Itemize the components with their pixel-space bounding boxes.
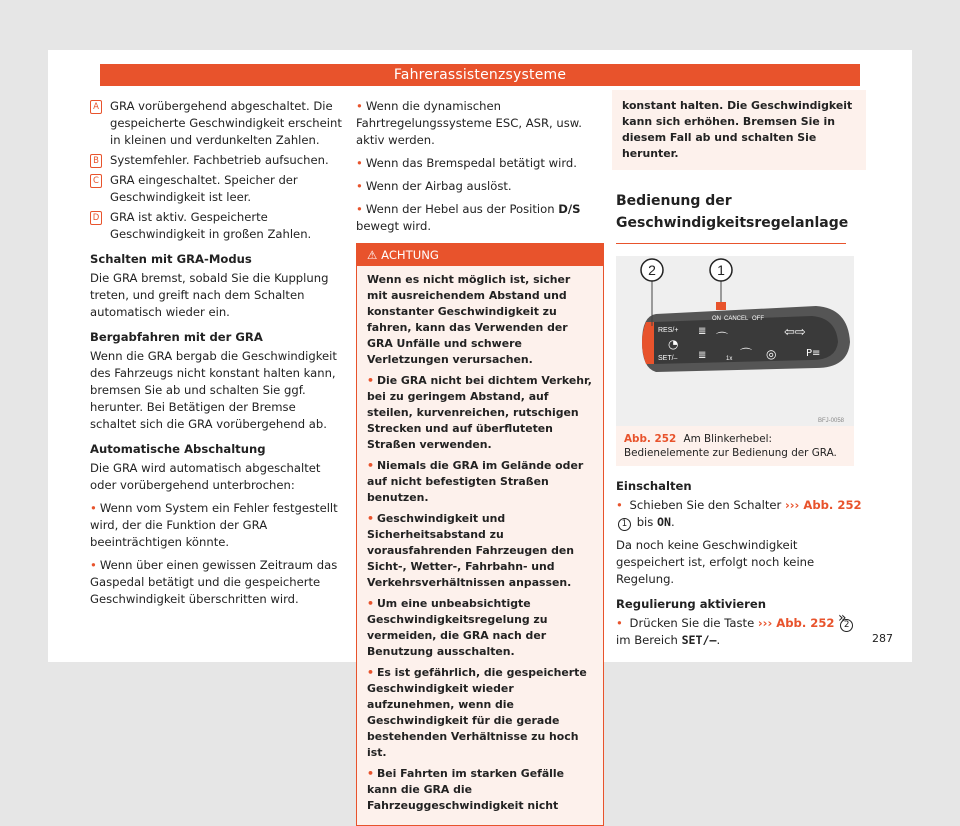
page-number: 287	[872, 632, 893, 645]
caption-text: Am Blinkerhebel: Bedienelemente zur Bedienung der GRA.	[624, 433, 837, 459]
heading-bergab: Bergabfahren mit der GRA	[90, 330, 263, 344]
key-set: SET/–	[681, 633, 717, 647]
warning-item: • Die GRA nicht bei dichtem Verkehr, bei zu geringem Abstand, auf steilen, kurvenreichen, rutschigen Strecken und auf überfluteten Straßen verwenden.	[367, 374, 592, 451]
paragraph-schalten: Die GRA bremst, sobald Sie die Kupplung treten, und greift nach dem Schalten automatisch wieder ein.	[90, 271, 329, 319]
bullet-icon: •	[616, 498, 623, 512]
label-off: OFF	[752, 316, 764, 322]
legend-badge: D	[90, 211, 102, 225]
bullet-icon: •	[356, 179, 363, 193]
bullet-icon: •	[367, 597, 374, 610]
callout-number-badge: 2	[840, 619, 853, 632]
headlight-icon: ≣	[698, 326, 707, 337]
label-res: RES/+	[658, 327, 679, 334]
figure-reference-link[interactable]: ››› Abb. 252	[757, 616, 835, 630]
column-left	[90, 98, 344, 614]
heading-abschaltung: Automatische Abschaltung	[90, 442, 266, 456]
list-item: • Wenn vom System ein Fehler festgestellt wird, der die Funktion der GRA beeinträchtigen könnte.	[90, 501, 338, 549]
figure-reference-link[interactable]: ››› Abb. 252	[784, 498, 862, 512]
paragraph-einschalten: Da noch keine Geschwindigkeit gespeichert ist, erfolgt noch keine Regelung.	[616, 538, 815, 586]
legend-item	[90, 152, 344, 169]
warning-item: • Um eine unbeabsichtigte Geschwindigkeitsregelung zu vermeiden, die GRA nach der Benutzung ausschalten.	[367, 597, 548, 658]
bullet-icon: •	[367, 512, 374, 525]
legend-item	[90, 209, 344, 243]
caption-label: Abb. 252	[624, 433, 677, 445]
legend-badge: B	[90, 154, 102, 168]
warning-item: • Bei Fahrten im starken Gefälle kann die GRA die Fahrzeuggeschwindigkeit nicht	[367, 767, 565, 812]
wiper-1x-icon: ⌒	[740, 347, 753, 361]
legend-text: GRA ist aktiv. Gespeicherte Geschwindigkeit in großen Zahlen.	[110, 210, 312, 241]
bullet-icon: •	[367, 459, 374, 472]
bullet-icon: •	[356, 99, 363, 113]
bullet-icon: •	[616, 616, 623, 630]
legend-item	[90, 172, 344, 206]
label-cancel: CANCEL	[724, 316, 749, 322]
warning-box	[356, 243, 604, 826]
wiper-icon: ⌒	[716, 331, 729, 345]
figure-image	[616, 256, 854, 426]
parking-light-icon: P≡	[806, 348, 821, 359]
warning-continuation: konstant halten. Die Geschwindigkeit kann sich erhöhen. Bremsen Sie in diesem Fall ab und schalten Sie herunter.	[612, 90, 866, 170]
rear-wiper-icon: ◎	[766, 347, 777, 361]
legend-text: GRA eingeschaltet. Speicher der Geschwindigkeit ist leer.	[110, 173, 298, 204]
bullet-icon: •	[356, 202, 363, 216]
section-heading: Bedienung der Geschwindigkeitsregelanlage	[616, 190, 866, 240]
figure-caption	[616, 426, 854, 466]
list-item: • Wenn der Airbag auslöst.	[356, 179, 512, 193]
continue-marker: »	[838, 610, 847, 626]
bullet-icon: •	[356, 156, 363, 170]
speed-gauge-icon: ◔	[668, 337, 679, 351]
low-beam-icon: ≣	[698, 350, 707, 361]
warning-intro: Wenn es nicht möglich ist, sicher mit ausreichendem Abstand und konstanter Geschwindigkeit zu fahren, kann das Verwenden der GRA Unfälle und schwere Verletzungen verursachen.	[367, 273, 571, 366]
key-on: ON	[657, 515, 671, 529]
stalk-illustration	[616, 256, 854, 426]
list-item: • Wenn die dynamischen Fahrtregelungssysteme ESC, ASR, usw. aktiv werden.	[356, 99, 582, 147]
column-middle	[356, 98, 604, 826]
bullet-icon: •	[367, 767, 374, 780]
warning-body	[357, 266, 603, 825]
heading-schalten: Schalten mit GRA-Modus	[90, 252, 252, 266]
section-header: Fahrerassistenzsysteme	[100, 64, 860, 86]
warning-item: • Es ist gefährlich, die gespeicherte Geschwindigkeit wieder aufzunehmen, wenn die Geschwindigkeit für die gerade bestehenden Verhältnisse zu hoch ist.	[367, 666, 587, 759]
list-item: • Wenn das Bremspedal betätigt wird.	[356, 156, 577, 170]
callout-number-1: 1	[717, 262, 725, 278]
legend-text: GRA vorübergehend abgeschaltet. Die gespeicherte Geschwindigkeit erscheint in kleinen und verdunkelten Zahlen.	[110, 99, 342, 147]
paragraph-bergab: Wenn die GRA bergab die Geschwindigkeit des Fahrzeugs nicht konstant halten kann, bremsen Sie ab und schalten Sie ggf. herunter. Bei Betätigen der Bremse schaltet sich die GRA vorübergehend ab.	[90, 349, 337, 431]
turn-signal-icon: ⇦⇨	[784, 325, 806, 340]
list-item: • Schieben Sie den Schalter ››› Abb. 252 1 bis ON.	[616, 498, 862, 529]
label-on: ON	[712, 316, 721, 322]
paragraph-abschaltung: Die GRA wird automatisch abgeschaltet oder vorübergehend unterbrochen:	[90, 461, 321, 492]
bullet-icon: •	[90, 501, 97, 515]
warning-item: • Niemals die GRA im Gelände oder auf nicht befestigten Straßen benutzen.	[367, 459, 584, 504]
warning-item: • Geschwindigkeit und Sicherheitsabstand zu vorausfahrenden Fahrzeugen den Sicht-, Wetter-, Fahrbahn- und Verkehrsverhältnissen anpassen.	[367, 512, 575, 589]
legend-text: Systemfehler. Fachbetrieb aufsuchen.	[110, 153, 329, 167]
legend-badge: A	[90, 100, 102, 114]
warning-triangle-icon: ⚠	[367, 248, 378, 262]
bullet-icon: •	[367, 666, 374, 679]
list-item: • Wenn der Hebel aus der Position D/S bewegt wird.	[356, 202, 581, 233]
label-set: SET/–	[658, 355, 678, 362]
legend-item	[90, 98, 344, 149]
callout-number-badge: 1	[618, 518, 631, 531]
column-right	[616, 98, 866, 655]
list-item: • Drücken Sie die Taste ››› Abb. 252 2 im Bereich SET/–.	[616, 615, 866, 649]
figure-code: BFJ-0058	[817, 418, 844, 424]
gear-position-key: D/S	[558, 202, 581, 216]
label-1x: 1x	[726, 356, 733, 362]
warning-header	[357, 244, 603, 266]
figure	[616, 256, 854, 466]
list-item: • Wenn über einen gewissen Zeitraum das Gaspedal betätigt und die gespeicherte Geschwindigkeit überschritten wird.	[90, 558, 338, 606]
warning-title: ACHTUNG	[381, 248, 439, 262]
callout-number-2: 2	[648, 262, 656, 278]
slider-knob	[716, 302, 726, 310]
bullet-icon: •	[367, 374, 374, 387]
bullet-icon: •	[90, 558, 97, 572]
heading-einschalten: Einschalten	[616, 479, 692, 493]
legend-badge: C	[90, 174, 102, 188]
heading-regulierung: Regulierung aktivieren	[616, 597, 766, 611]
